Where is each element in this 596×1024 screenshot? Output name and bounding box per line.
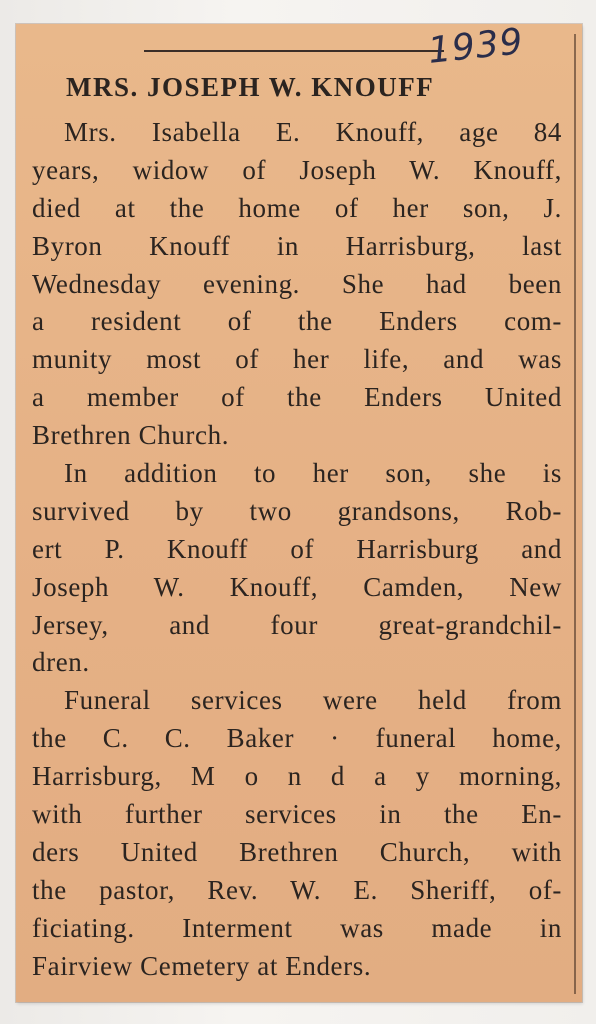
obituary-body [32, 114, 562, 985]
text-line: the pastor, Rev. W. E. Sheriff, of- [32, 874, 562, 905]
text-line: a member of the Enders United [32, 382, 562, 413]
newspaper-clipping [16, 21, 582, 1002]
text-line: Wednesday evening. She had been [32, 268, 562, 299]
text-line: the C. C. Baker · funeral home, [32, 723, 562, 754]
text-line: ficiating. Interment was made in [32, 912, 562, 943]
obituary-headline: MRS. JOSEPH W. KNOUFF [66, 72, 435, 102]
text-line: Mrs. Isabella E. Knouff, age 84 [64, 117, 562, 147]
text-line: Funeral services were held from [64, 685, 562, 716]
text-line: Joseph W. Knouff, Camden, New [32, 571, 562, 602]
header-rule [144, 50, 444, 52]
text-line: Harrisburg, M o n d a y morning, [32, 761, 562, 792]
text-line: with further services in the En- [32, 799, 562, 830]
text-line: Byron Knouff in Harrisburg, last [32, 230, 562, 261]
text-line: ert P. Knouff of Harrisburg and [32, 533, 562, 564]
text-line: years, widow of Joseph W. Knouff, [32, 154, 562, 185]
text-line: survived by two grandsons, Rob- [32, 495, 562, 526]
handwritten-year: 1939 [426, 21, 526, 72]
text-line: dren. [32, 647, 90, 678]
text-line: died at the home of her son, J. [32, 192, 562, 223]
text-line: Jersey, and four great-grandchil- [32, 609, 562, 640]
text-line: Brethren Church. [32, 420, 230, 451]
text-line: ders United Brethren Church, with [32, 836, 562, 867]
text-line: In addition to her son, she is [64, 458, 562, 489]
text-line: Fairview Cemetery at Enders. [32, 950, 372, 981]
text-line: a resident of the Enders com- [32, 306, 562, 337]
text-line: munity most of her life, and was [32, 344, 562, 375]
